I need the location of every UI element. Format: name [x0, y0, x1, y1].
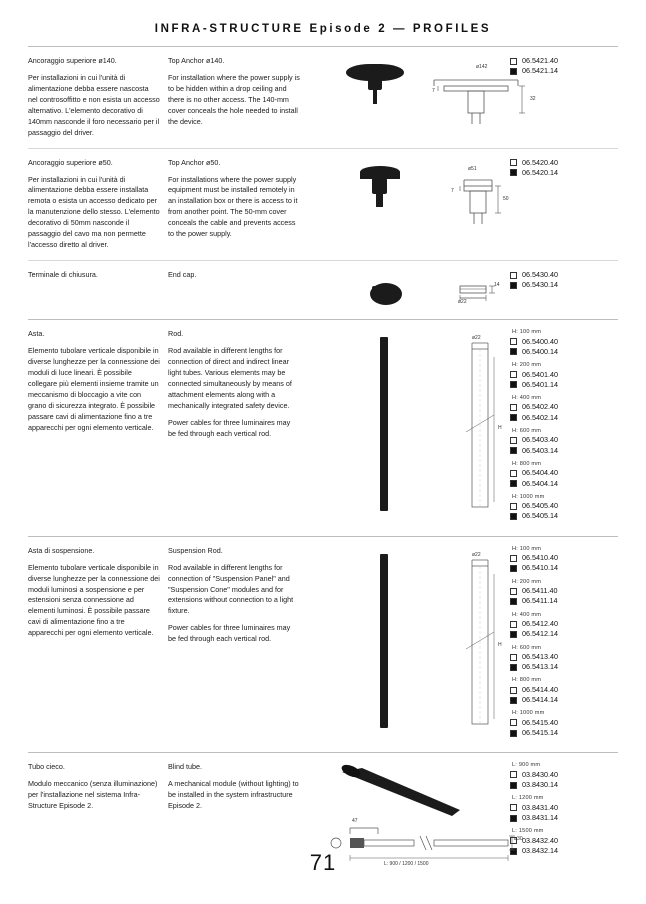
dim-small: 47 — [352, 818, 358, 825]
code-group-header: H: 1000 mm — [512, 493, 545, 500]
code-item[interactable] — [510, 685, 618, 695]
code-item[interactable] — [510, 619, 618, 629]
description-en: Blind tube. A mechanical module (without lighting) to be installed in the system infrastructure Episode 2. — [168, 762, 299, 811]
code-item[interactable] — [510, 446, 618, 456]
dim-diameter: ø22 — [472, 335, 481, 342]
code-group — [510, 795, 618, 823]
swatch-black-icon — [510, 782, 517, 789]
code-text: 06.5420.14 — [522, 167, 558, 177]
code-group-header: L: 1500 mm — [512, 828, 544, 835]
code-group-header: L: 900 mm — [512, 762, 541, 769]
dim-thickness: 7 — [451, 187, 454, 194]
code-text: 06.5430.40 — [522, 270, 558, 280]
code-group — [510, 677, 618, 705]
code-text: 06.5413.14 — [522, 662, 558, 672]
code-text: 06.5413.40 — [522, 652, 558, 661]
rod-photo — [380, 337, 388, 511]
description-en: Rod. Rod available in different lengths for connection of direct and indirect linear light tubes. Various elements may be connected simultaneously by means of attachment elements along with a mechanically integrated safety device. Power cables for three luminaires may be fed through each vertical rod. — [168, 329, 292, 438]
code-group-header: L: 1200 mm — [512, 795, 544, 802]
code-text: 03.8432.14 — [522, 845, 558, 855]
code-item[interactable] — [510, 501, 618, 511]
description-en: Suspension Rod. Rod available in different lengths for connection of "Suspension Panel" and "Suspension Cone" modules and for extensions without connection to a light fixture. Power cables for three luminaires may be fed through each vertical rod. — [168, 545, 294, 644]
code-item[interactable] — [510, 337, 618, 347]
code-text: 06.5401.40 — [522, 369, 558, 379]
description-en: Top Anchor ø140. For installation where the power supply is to be hidden within a drop ceiling and there is no other access. The 140-mm cover conceals the hole needed to install the device. — [168, 56, 300, 126]
code-item[interactable] — [510, 402, 618, 412]
swatch-white-icon — [510, 771, 517, 778]
dim-diameter: ø30 — [514, 836, 523, 843]
code-text: 06.5420.40 — [522, 157, 558, 167]
code-text: 06.5404.40 — [522, 468, 558, 478]
code-text: 06.5403.14 — [522, 445, 558, 455]
swatch-white-icon — [510, 804, 517, 811]
code-text: 06.5410.40 — [522, 553, 558, 563]
product-figure — [308, 158, 509, 252]
code-item[interactable] — [510, 770, 618, 780]
product-row-top-anchor-140 — [28, 47, 618, 148]
product-figure — [308, 546, 506, 744]
code-item[interactable] — [510, 586, 618, 596]
code-group-header: H: 200 mm — [512, 578, 542, 585]
anchor-stem-shape — [373, 88, 377, 104]
code-text: 06.5410.14 — [522, 563, 558, 573]
dim-height: 32 — [530, 96, 536, 102]
code-text: 06.5412.40 — [522, 619, 558, 629]
code-item[interactable] — [510, 629, 618, 639]
code-item[interactable] — [510, 511, 618, 521]
description-it: Tubo cieco. Modulo meccanico (senza illuminazione) per l'installazione nel sistema Infra-Structure Episode 2. — [28, 762, 158, 811]
code-text: 06.5402.14 — [522, 412, 558, 422]
code-group-header: H: 400 mm — [512, 611, 542, 618]
code-list — [506, 329, 618, 527]
page-number: 71 — [309, 850, 337, 875]
code-text: 06.5415.40 — [522, 717, 558, 727]
code-item[interactable] — [510, 813, 618, 823]
code-group-header: H: 600 mm — [512, 427, 542, 434]
technical-drawing-rod — [458, 337, 518, 517]
description-it: Ancoraggio superiore ø140. Per installazioni in cui l'unità di alimentazione debba essere nascosta nel controsoffitto e non esista un accesso alternativo. L'elemento decorativo di 140mm nasconde il foro necessario per il passaggio del driver. — [28, 56, 160, 137]
description-it: Asta di sospensione. Elemento tubolare verticale disponibile in diverse lunghezze per la connessione dei moduli luminosi a sospensione e per estensioni senza connessione ad elementi luminosi. È possibile passare cavi di alimentazione fino a tre apparecchi per ogni elemento verticale. — [28, 545, 160, 638]
code-group — [510, 762, 618, 790]
product-figure — [308, 56, 536, 139]
code-text: 06.5404.14 — [522, 478, 558, 488]
code-group — [510, 270, 618, 290]
code-item[interactable] — [510, 563, 618, 573]
code-text: 06.5421.40 — [522, 56, 558, 65]
dim-height-label: H — [498, 641, 502, 648]
blind-tube-photo — [332, 766, 482, 825]
code-group — [510, 461, 618, 489]
code-group-header: H: 400 mm — [512, 394, 542, 401]
code-item[interactable] — [510, 270, 618, 280]
code-item[interactable] — [510, 728, 618, 738]
page-title: INFRA-STRUCTURE Episode 2 — PROFILES — [154, 23, 492, 35]
code-item[interactable] — [510, 652, 618, 662]
description-it: Asta. Elemento tubolare verticale disponibile in diverse lunghezze per la connessione dei moduli di luce lineari. È possibile collegare più elementi insieme tramite un meccanismo di bloccagio a vite con grano di sicurezza integrato. È possibile passare cavi di alimentazione fino a tre apparecchi per ogni elemento verticale. — [28, 329, 160, 432]
code-list — [506, 270, 618, 310]
description-it: Terminale di chiusura. — [28, 270, 98, 280]
code-group-header: H: 800 mm — [512, 677, 542, 684]
code-group — [510, 612, 618, 640]
swatch-white-icon — [510, 272, 517, 279]
description-it: Ancoraggio superiore ø50. Per installazioni in cui l'unità di alimentazione debba essere installata remota o esista un accesso dedicato per la manutenzione dello stesso. L'elemento decorativo di 50mm nasconde il passaggio del cavo ma non permette l'accesso diretto al driver. — [28, 157, 160, 250]
code-item[interactable] — [510, 435, 618, 445]
code-group — [510, 546, 618, 574]
dim-length-note: L: 900 / 1200 / 1500 — [384, 861, 429, 868]
code-text: 03.8430.40 — [522, 769, 558, 779]
code-text: 06.5405.40 — [522, 501, 558, 511]
code-item[interactable] — [510, 662, 618, 672]
technical-drawing-suspension-rod — [458, 551, 518, 734]
dim-diameter: ø51 — [468, 165, 477, 172]
code-text: 06.5414.14 — [522, 695, 558, 705]
code-group-header: H: 100 mm — [512, 545, 542, 552]
code-text: 06.5400.40 — [522, 336, 558, 346]
product-row-top-anchor-50 — [28, 149, 618, 261]
dim-height: 50 — [503, 195, 509, 202]
swatch-black-icon — [510, 282, 517, 289]
code-item[interactable] — [510, 280, 618, 290]
dim-height: 14 — [494, 282, 500, 289]
product-row-suspension-rod — [28, 537, 618, 753]
code-group-header: H: 1000 mm — [512, 710, 545, 717]
code-text: 06.5414.40 — [522, 684, 558, 694]
code-item[interactable] — [510, 780, 618, 790]
code-text: 06.5405.14 — [522, 511, 558, 521]
suspension-rod-photo — [380, 554, 388, 728]
code-item[interactable] — [510, 803, 618, 813]
description-en: End cap. — [168, 270, 197, 280]
code-text: 06.5430.14 — [522, 280, 558, 290]
code-item[interactable] — [510, 413, 618, 423]
code-group-header: H: 600 mm — [512, 644, 542, 651]
code-group — [510, 329, 618, 357]
code-text: 06.5412.14 — [522, 629, 558, 639]
code-item[interactable] — [510, 347, 618, 357]
code-text: 06.5411.14 — [522, 596, 558, 606]
code-group — [510, 710, 618, 738]
code-item[interactable] — [510, 553, 618, 563]
technical-drawing-anchor140 — [426, 64, 536, 142]
code-group-header: H: 200 mm — [512, 362, 542, 368]
code-group — [510, 428, 618, 456]
code-text: 06.5415.14 — [522, 728, 558, 738]
code-group — [510, 362, 618, 390]
dim-diameter: ø22 — [458, 299, 467, 306]
code-text: 06.5403.40 — [522, 435, 558, 445]
product-figure — [308, 329, 506, 527]
product-row-rod — [28, 320, 618, 536]
code-text: 06.5402.40 — [522, 402, 558, 412]
code-item[interactable] — [510, 479, 618, 489]
description-en: Top Anchor ø50. For installations where the power supply equipment must be installed remotely in an installation box or there is access to it from another point. The 50-mm cover conceals the cable and prevents access to the power supply. — [168, 157, 298, 239]
code-group-header: H: 800 mm — [512, 460, 542, 467]
code-group — [510, 395, 618, 423]
code-text: 03.8431.14 — [522, 812, 558, 822]
code-item[interactable] — [510, 596, 618, 606]
code-item[interactable] — [510, 380, 618, 390]
code-item[interactable] — [510, 695, 618, 705]
anchor50-photo — [354, 164, 414, 224]
code-group — [510, 645, 618, 673]
code-item[interactable] — [510, 370, 618, 380]
end-cap-photo — [356, 276, 416, 310]
code-group-header: H: 100 mm — [512, 329, 542, 336]
code-text: 06.5401.14 — [522, 379, 558, 389]
swatch-black-icon — [510, 815, 517, 822]
code-text: 03.8430.14 — [522, 780, 558, 790]
code-text: 06.5411.40 — [522, 586, 558, 596]
code-group — [510, 579, 618, 607]
dim-thickness: 7 — [432, 88, 435, 94]
dim-diameter: ø142 — [476, 64, 488, 70]
code-item[interactable] — [510, 718, 618, 728]
code-list — [506, 546, 618, 744]
dim-diameter: ø22 — [472, 551, 481, 558]
product-row-end-cap — [28, 261, 618, 319]
technical-drawing-anchor50 — [426, 166, 536, 236]
code-text: 03.8431.40 — [522, 802, 558, 812]
code-item[interactable] — [510, 468, 618, 478]
dim-height-label: H — [498, 425, 502, 432]
product-figure — [308, 270, 506, 310]
code-text: 06.5421.14 — [522, 66, 558, 76]
code-text: 03.8432.40 — [522, 835, 558, 845]
code-group — [510, 494, 618, 522]
code-text: 06.5400.14 — [522, 346, 558, 356]
